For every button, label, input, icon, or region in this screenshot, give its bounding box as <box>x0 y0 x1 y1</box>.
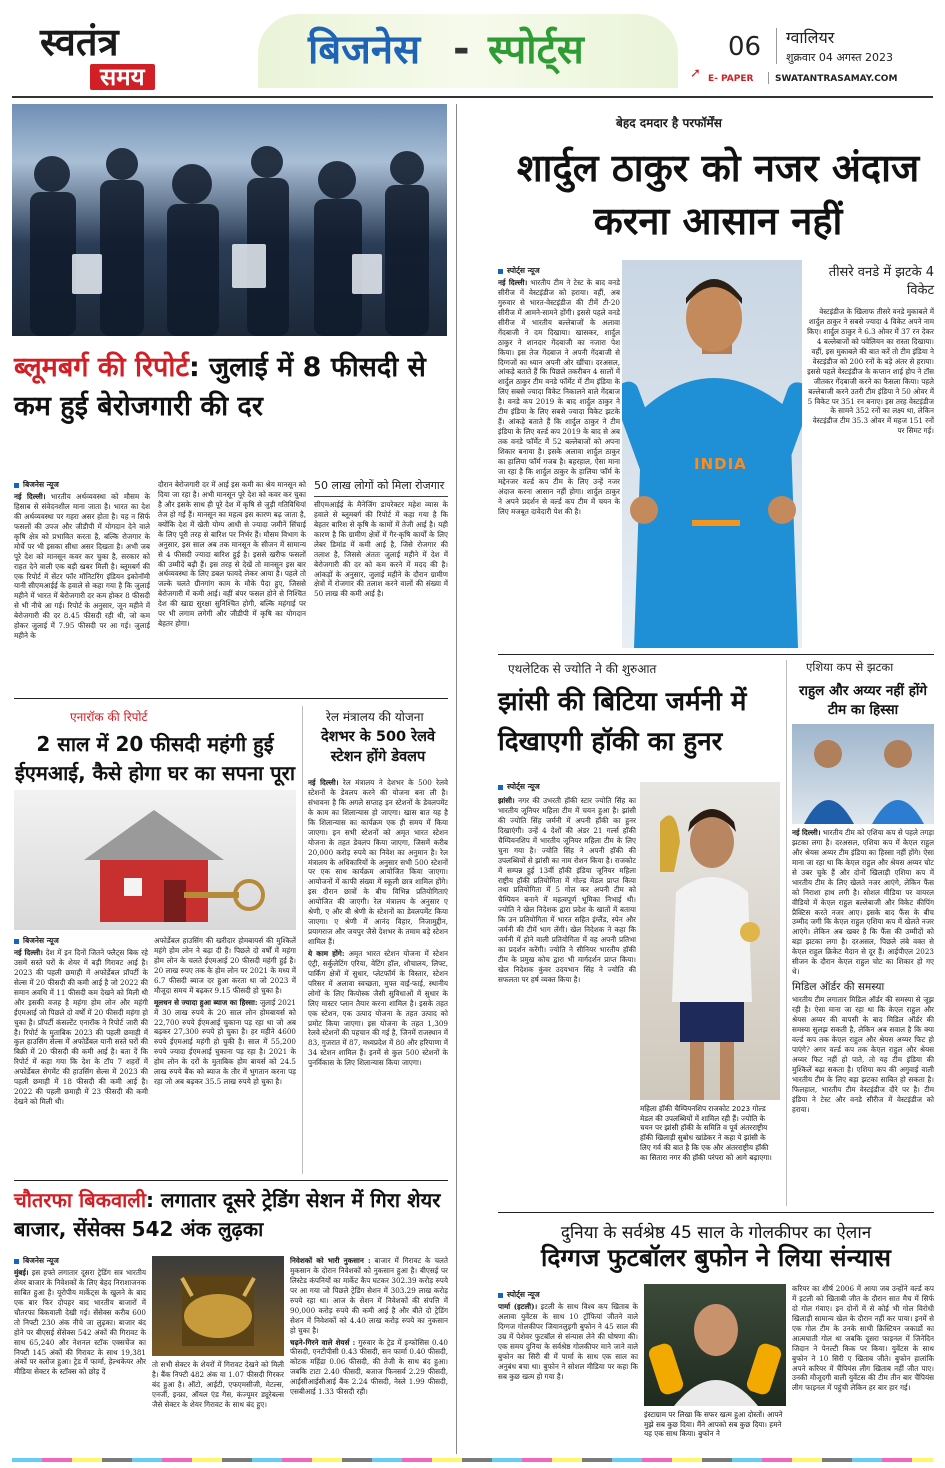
market-col3b-text: गुरुवार के ट्रेड में इन्फोसिस 0.40 फीसदी, एनटीपीसी 0.43 फीसदी, सन फार्मा 0.40 फीसदी, कोटक महिंद्रा 0.06 फीसदी, की तेजी के साथ बंद हुआ। जबकि टाटा 2.40 फीसदी, बजाज फिनसर्व 2.29 फीसदी, आईसीआईसीआई बैंक 2.24 फीसदी, नेस्ले 1.99 फीसदी, एसबीआई 1.33 फीसदी रही। <box>290 1337 448 1397</box>
market-dateline: मुंबई। <box>14 1268 29 1277</box>
market-headline <box>14 1186 454 1244</box>
page-number: 06 <box>728 32 762 62</box>
shardul-dateline: नई दिल्ली। <box>498 278 528 287</box>
shardul-text-body: भारतीय टीम ने टेस्ट के बाद वनडे सीरीज में वेस्टइंडीज को हराया। वहीं, अब गुरुवार से भारत-वेस्टइंडीज की टीमें टी-20 सीरीज में आमने-सामने होंगी। इससे पहले वनडे सीरीज में भारतीय बल्लेबाजों के अलावा गेंदबाजी ने दम दिखाया। खासकर, शार्दुल ठाकुर ने शानदार गेंदबाजी का नजारा पेश किया। इस तेज गेंदबाज ने अपनी गेंदबाजी से दिग्गजों का ध्यान अपनी ओर खींचा। दरअसल, आंकड़े बताते हैं कि पिछले तकरीबन 4 सालों में शार्दुल ठाकुर टीम वनडे फॉर्मेट में टीम इंडिया के लिए सबसे ज्यादा विकेट निकालने वाले गेंदबाज है। वनडे कप 2019 के बाद शार्दुल ठाकुर ने टीम इंडिया के लिए सबसे ज्यादा विकेट झटके हैं। आंकड़े बताते हैं कि शार्दुल ठाकुर ने टीम इंडिया के लिए वर्ल्ड कप 2019 के बाद से अब तक वनडे फॉर्मेट में 52 बल्लेबाजों को अपना शिकार बनाया है। इसके अलावा शार्दुल ठाकुर का हालिया फॉर्म गजब है। बहरहाल, ऐसा माना जा रहा है कि शार्दुल ठाकुर के हालिया फॉर्म के मद्देनजर वर्ल्ड कप टीम के लिए उन्हें नजर अंदाज करना आसान नहीं होगा। शार्दुल ठाकुर ने अपने प्रदर्शन से वर्ल्ड कप टीम में चयन के लिए मजबूत दावेदारी पेश की है। <box>498 278 620 516</box>
bloomberg-box-title: 50 लाख लोगों को मिला रोजगार <box>314 480 448 497</box>
buffon-dateline: पार्मा (इटली)। <box>498 1302 538 1311</box>
hockey-caption: महिला हॉकी चैम्पियनशिप राजकोट 2023 गोल्ड मेडल की उपलब्धियों में शामिल रही हैं। ज्योति के चयन पर झांसी हॉकी के समिति व पूर्व अंतरराष्ट्रीय हॉकी खिलाड़ी सुबोध खांडेकर ने कहा ये झांसी के लिए गर्व की बात है कि एक और अंतरराष्ट्रीय हॉकी का सितारा नगर की हॉकी परंपरा को आगे बढ़ाएगा। <box>640 1104 772 1162</box>
railway-text-1: रेल मंत्रालय ने देशभर के 500 रेलवे स्टेशनों के डेवलप करने की योजना बना ली है। संभावना है कि अगले सप्ताह इन स्टेशनों के डेवलपमेंट के काम का शिलान्यास हो जाएगा। खास बात यह है कि शिलान्यास का कार्यक्रम एक ही समय में किया जाएगा। इन सभी स्टेशनों को अमृत भारत स्टेशन योजना के तहत डेवलप किया जाएगा, जिसमें करीब 20,000 करोड़ रुपये का निवेश का अनुमान है। रेल मंत्रालय के अधिकारियों के अनुसार सभी 500 स्टेशनों पर एक साथ कार्यक्रम आयोजित किया जाएगा। आयोजनों में काफी संख्या में स्कूली छात्र शामिल होंगे। इस दौरान छात्रों के बीच विभिन्न प्रतियोगिताएं आयोजित की जाएगी। रेल मंत्रालय के अनुसार ए श्रेणी, ए और बी श्रेणी के स्टेशनों का डेवलपमेंट किया जाएगा। ए श्रेणी में आनंद विहार, निजामुद्दीन, प्रयागराज और जयपुर जैसे देशभर के तमाम बड़े स्टेशन शामिल हैं। <box>308 778 448 946</box>
divider <box>498 654 934 655</box>
bloomberg-headline-rest: : जुलाई में 8 फीसदी से कम हुई बेरोजगारी की दर <box>14 352 426 423</box>
hockey-byline: स्पोर्ट्स न्यूज <box>498 782 540 792</box>
railway-text <box>308 778 448 1174</box>
bloomberg-byline: बिजनेस न्यूज <box>14 480 59 490</box>
rahul-dateline: नई दिल्ली। <box>792 828 821 837</box>
hockey-text <box>498 796 636 1206</box>
shardul-thakur-photo <box>622 260 802 648</box>
emi-col2 <box>154 936 296 1173</box>
bloomberg-dateline: नई दिल्ली। <box>14 492 46 501</box>
shardul-headline: शार्दुल ठाकुर को नजर अंदाज करना आसान नहीं <box>516 146 920 244</box>
market-byline: बिजनेस न्यूज <box>14 1256 59 1266</box>
page-center-rule <box>456 104 457 1454</box>
divider <box>14 698 448 699</box>
hockey-kicker: एथलेटिक से ज्योति ने की शुरुआत <box>508 662 657 676</box>
bse-bull-photo <box>152 1256 284 1356</box>
market-col3-text: बाजार में गिरावट के चलते मुकसान के दोरान निवेशकों को नुकसान हुआ है। बीएसई पर लिस्टेड कंपनियों का मार्केट कैप घटकर 302.39 करोड़ रुपये पर आ गया जो पिछले ट्रेडिंग सेशन में 303.29 लाख करोड़ रुपये रहा था। आज के सेशन में निवेशकों की संपत्ति में 90,000 करोड़ रुपये की कमी आई है और बीते दो ट्रेडिंग सेशन में निवेशकों को 4.40 लाख करोड़ रुपये का नुकसान हो चुका है। <box>290 1256 448 1335</box>
emi-col1 <box>14 948 148 1173</box>
shardul-side <box>806 264 934 654</box>
railway-dateline: नई दिल्ली। <box>308 778 339 787</box>
job-seekers-photo <box>12 104 447 336</box>
emi-byline: बिजनेस न्यूज <box>14 936 59 946</box>
footer-color-bar <box>12 1458 933 1462</box>
emi-headline: 2 साल में 20 फीसदी महंगी हुई ईएमआई, कैसे होगा घर का सपना पूरा <box>14 732 295 785</box>
section-title-dash: - <box>453 26 470 72</box>
emi-dateline: नई दिल्ली। <box>14 948 43 957</box>
bloomberg-headline <box>14 348 454 426</box>
bloomberg-box <box>314 480 448 692</box>
market-headline-rest: : लगातार दूसरे ट्रेडिंग सेशन में गिरा शेयर बाजार, सेंसेक्स 542 अंक लुढ़का <box>14 1188 441 1241</box>
jersey-text: INDIA <box>694 455 747 473</box>
railway-subhead: ये काम होंगे: <box>308 948 345 958</box>
hockey-dateline: झांसी। <box>498 796 515 805</box>
rahul-subhead: मिडिल ऑर्डर की समस्या <box>792 981 885 994</box>
buffon-kicker: दुनिया के सर्वश्रेष्ठ 45 साल के गोलकीपर का ऐलान <box>560 1223 872 1243</box>
epaper-label[interactable]: E- PAPER <box>708 74 754 84</box>
rahul-headline: राहुल और अय्यर नहीं होंगे टीम का हिस्सा <box>799 683 927 718</box>
emi-subhead: मूलधन से ज्यादा हुआ ब्याज का हिस्सा: <box>154 997 258 1007</box>
emi-col2-text: अफोर्डेबल हाउसिंग की खरीदार होमबायर्स की मुश्किलें महंगे होम लोन ने बढ़ा दी हैं। पिछले दो वर्षों में महंगा होम लोन के चलते ईएमआई 20 फीसदी महंगी हुई है। 20 लाख रुपए तक के होम लोन पर 2021 के मध्य में 6.7 फीसदी ब्याज दर हुआ करता था जो 2023 में मौजूदा समय में बढ़कर 9.15 फीसदी हो चुका है। <box>154 936 296 995</box>
market-headline-red: चौतरफा बिकवाली <box>14 1188 147 1212</box>
buffon-text <box>498 1302 638 1454</box>
city-name: ग्वालियर <box>786 28 835 47</box>
shardul-text <box>498 278 620 650</box>
emi-kicker: एनारॉक की रिपोर्ट <box>70 710 148 724</box>
market-subhead-1: निवेशकों को भारी नुकसान : <box>290 1256 371 1265</box>
buffon-caption: इंस्टाग्राम पर लिखा कि सफर खत्म हुआ दोस्तों। आपने मुझे सब कुछ दिया। मैंने आपको सब कुछ दिया। हमने यह एक साथ किया। बुफोन ने <box>644 1410 783 1439</box>
bloomberg-col1 <box>14 492 150 692</box>
hockey-headline: झांसी की बिटिया जर्मनी में दिखाएगी हॉकी का हुनर <box>498 687 747 758</box>
bloomberg-col2-text: दौरान बेरोजगारी दर में आई इस कमी का श्रेय मानसून को दिया जा रहा है। अभी मानसून पूरे देश को कवर कर चुका है और इसके साथ ही पूरे देश में कृषि से जुड़ी गतिविधियां तेज हो गई हैं। मानसून का महत्व इस कारण बढ़ जाता है, क्योंकि देश में खेती योग्य आधी से ज्यादा जमीनें सिंचाई के लिए पूरी तरह से बारिश पर निर्भर हैं। मौसम विभाग के अनुसार, इस साल अब तक मानसून के सीजन में सामान्य से 4 फीसदी ज्यादा बारिश हुई है। इससे खरीफ फसलों की उम्मीदें बढ़ी हैं। इस तरह से देखें तो मानसून इस बार अर्थव्यवस्था के लिए डबल फायदे लेकर आया है। पहले तो जल्के चलते ग्रीनगांग काम के मौके पैदा हुए, जिससे बेरोजगारी में कमी आई। वहीं बंपर फसल होने से निश्चित देश की खाद्य सुरक्षा सुनिश्चित होगी, बल्कि महंगाई पर पर भी लगाम लगेगी और जीडीपी में कृषि का योगदान बेहतर होगा। <box>158 480 306 629</box>
market-subhead-2: चढ़ने-गिरने वाले शेयर्स : <box>290 1337 356 1347</box>
masthead <box>0 0 945 100</box>
section-title-business: बिजनेस <box>308 26 421 73</box>
masthead-rule <box>12 96 933 98</box>
hockey-text-body: नगर की उभरती हॉकी स्टार ज्योति सिंह का भारतीय जूनियर महिला टीम में चयन हुआ है। झांसी की ज्योति सिंह जर्मनी में अपनी हॉकी का हुनर दिखाएंगी। उन्हें 4 देशों की अंडर 21 गर्ल्स हॉकी चैम्पियनशिप में भारतीय जूनियर महिला टीम के लिए चुना गया है। ज्योति सिंह ने अपनी हॉकी की उपलब्धियों से झांसी का नाम रोशन किया है। राजकोट में सम्पन्न हुई 13वीं हॉकी इंडिया जूनियर महिला राष्ट्रीय हॉकी प्रतियोगिता में गोल्ड मेडल प्राप्त किया तथा प्रतियोगिता में 5 गोल कर अपनी टीम को चैम्पियन बनाने में महत्वपूर्ण भूमिका निभाई थी। ज्योति ने खेल निदेशक द्वारा प्रदेश के खातों में बताया कि उन प्रतियोगिता में भारत सहित इंग्लैंड, स्पेन और जर्मनी की टीमें भाग लेंगी। खेल निदेशक ने कहा कि जर्मनी में होने वाली प्रतियोगिता में वह अपनी प्रतिभा का प्रदर्शन करेंगी। ज्योति ने सीनियर भारतीय हॉकी टीम के प्रमुख कोच द्वारा भी मार्गदर्शन प्राप्त किया। खेल निदेशक कुंवर उदयभान सिंह ने ज्योति की सफलता पर हर्ष व्यक्त किया है। <box>498 796 636 984</box>
rahul-text <box>792 828 934 1206</box>
buffon-byline: स्पोर्ट्स न्यूज <box>498 1290 540 1300</box>
shardul-byline: स्पोर्ट्स न्यूज <box>498 266 540 276</box>
masthead-divider-2 <box>768 72 769 84</box>
bloomberg-col1-text: भारतीय अर्थव्यवस्था को मौसम के हिसाब से संवेदनशील माना जाता है। भारत का देश की अर्थव्यवस्था पर गहरा असर होता है। यह न सिर्फ फसलों की उपज और जीडीपी में योगदान देने वाले कृषि क्षेत्र को प्रभावित करता है, बल्कि रोजगार के मोर्चे पर भी इसका सीधा असर दिखता है। अभी जब पूरे देश को मानसून कवर कर चुका है, सरकार को राहत देने वाली एक बड़ी खबर मिली है। ब्लूमबर्ग की एक रिपोर्ट में सेंटर फॉर मॉनिटरिंग इंडियन इकोनॉमी यानी सीएमआईई के हवाले से कहा गया है कि जुलाई महीने में भारत में बेरोजगारी दर कम होकर 8 फीसदी से भी नीचे आ गई। रिपोर्ट के अनुसार, जून महीने में बेरोजगारी की दर 8.45 फीसदी रही थी, जो कम होकर जुलाई में 7.95 फीसदी पर आ गई। जुलाई महीने के <box>14 492 150 641</box>
market-col1-text: इस हफ्ते लगातार दूसरा ट्रेडिंग सत्र भारतीय शेयर बाजार के निवेशकों के लिए बेहद निराशाजनक साबित हुआ है। यूरोपीय मार्केट्स के खुलने के बाद एक बार फिर दोपहर बाद भारतीय बाजारों में चौतरफा बिकवाली देखी गई। सेंसेक्स करीब 600 तो निफ्टी 230 अंक नीचे जा लुढ़का। बाजार बंद होने पर बीएसई सेंसेक्स 542 अंकों की गिरावट के साथ 65,240 और नेशनल स्टॉक एक्सचेंज का निफ्टी 145 अंकों की गिरावट के साथ 19,381 अंकों पर क्लोज हुआ। ट्रेड में फार्मा, हेल्थकेयर और मीडिया सेक्टर के स्टॉक्स को छोड़ दें <box>14 1268 146 1377</box>
shardul-kicker: बेहद दमदार है परफॉर्मेंस <box>616 116 722 130</box>
buffon-text-body: इटली के साथ विश्व कप खिताब के अलावा युवेंटस के साथ 10 ट्रॉफियां जीतने वाले दिग्गज गोलकीपर जियानलुइगी बुफोन ने 45 साल की उम्र में पेशेवर फुटबॉल से संन्यास लेने की घोषणा की। एक समय दुनिया के सर्वश्रेष्ठ गोलकीपर माने जाने वाले बुफोन का सिरी बी में पार्मा के साथ एक साल का अनुबंध बचा था। बुफोन ने सोशल मीडिया पर कहा कि सब कुछ खत्म हो गया है। <box>498 1302 638 1381</box>
logo[interactable] <box>30 6 220 94</box>
column-rule <box>786 660 787 1206</box>
column-rule <box>302 706 303 1174</box>
shardul-side-title: तीसरे वनडे में झटके 4 विकेट <box>828 265 934 298</box>
market-col3 <box>290 1256 448 1454</box>
shardul-side-text: वेस्टइंडीज के खिलाफ तीसरे वनडे मुकाबले में शार्दुल ठाकुर ने सबसे ज्यादा 4 विकेट अपने नाम किए। शार्दुल ठाकुर ने 6.3 ओवर में 37 रन देकर 4 बल्लेबाजों को पवेलियन का रास्ता दिखाया। वहीं, इस मुकाबले की बात करें तो टीम इंडिया ने वेस्टइंडीज को 200 रनों के बड़े अंतर से हराया। इससे पहले वेस्टइंडीज के कप्तान शाई होप ने टॉस जीतकर गेंदबाजी करने का फैसला किया। पहले बल्लेबाजी करने उतरी टीम इंडिया ने 50 ओवर में 5 विकेट पर 351 रन बनाए। इस तरह वेस्टइंडीज के सामने 352 रनों का लक्ष्य था, लेकिन वेस्टइंडीज टीम 35.3 ओवर में महज 151 रनों पर सिमट गई। <box>807 307 934 436</box>
divider <box>14 1180 448 1181</box>
buffon-headline: दिग्गज फुटबॉलर बुफोन ने लिया संन्यास <box>541 1243 891 1272</box>
jyoti-singh-photo <box>640 782 780 1100</box>
rahul-text-2: भारतीय टीम लगातार मिडिल ऑर्डर की समस्या से जूझ रही है। ऐसा माना जा रहा था कि केएल राहुल और श्रेयस अय्यर की वापसी के बाद मिडिल ऑर्डर की समस्या सुलझ सकती है, लेकिन अब सवाल है कि क्या वर्ल्ड कप तक केएल राहुल और श्रेयस अय्यर फिट हो पाएंगे? अगर वर्ल्ड कप तक केएल राहुल और श्रेयस अय्यर फिट नहीं हो पाते, तो यह टीम इंडिया की मुश्किलें बढ़ा सकता है। एशिया कप की अगुवाई वाली भारतीय टीम के लिए बड़ा झटका साबित हो सकता है। फिलहाल, भारतीय टीम वेस्टइंडीज दौरे पर है। टीम इंडिया ने टेस्ट और वनडे सीरीज में वेस्टइंडीज को हराया। <box>792 995 934 1114</box>
section-title-sports: स्पोर्ट्स <box>488 26 584 73</box>
railway-text-2: अमृत भारत स्टेशन योजना में स्टेशन एंट्री, सर्कुलेटिंग एरिया, वेटिंग हॉल, शौचालय, लिफ्ट, पार्किंग क्षेत्रों में सुधार, प्लेटफॉर्म के विस्तार, स्टेशन परिसर में अलावा स्वच्छता, मुफ्त वाई-फाई, स्थानीय लोगों के लिए कियोस्क जैसी सुविधाओं में सुधार के लिए मास्टर प्लान तैयार करना शामिल है। इसके तहत एक स्टेशन, एक उत्पाद योजना के तहत उत्पाद को प्रमोट किया जाएगा। इस योजना के तहत 1,309 रेलवे स्टेशनों की पहचान की गई है, जिनमें राजस्थान में 83, गुजरात में 87, मध्यप्रदेश में 80 और हरियाणा में 34 स्टेशन शामिल हैं। इनमें से कुल 500 स्टेशनों के पुनर्विकास के लिए शिलान्यास किया जाएगा। <box>308 948 448 1068</box>
market-col2: तो सभी सेक्टर के शेयरों में गिरावट देखने को मिली है। बैंक निफ्टी 482 अंक या 1.07 फीसदी गिरकर बंद हुआ है। ऑटो, आईटी, एफएमसीजी, मेटल्स, एनर्जी, इन्फ्रा, ऑयल एंड गैस, कंज्यूमर ड्यूरेबल्स जैसे सेक्टर के शेयर गिरावट के साथ बंद हुए। <box>152 1360 284 1409</box>
arrow-icon: ➚ <box>690 66 701 81</box>
emi-col1-text: देश में इन दिनों जितने फ्लैट्स बिक रहे उसमें सस्ते घरों के शेयर में बड़ी गिरावट आई है। 2023 की पहली छमाही में अफोर्डेबल प्रॉपर्टी के सेल्स में 20 फीसदी की कमी आई है जो 2022 की समान अवधि में 11 फीसदी कम देखने को मिली थी और इसकी वजह है महंगा होम लोन और महंगी ईएमआई जो पिछले दो वर्षों में 20 फीसदी महंगा हो चुका है। प्रॉपर्टी कंसल्टेंट एनारॉक ने रिपोर्ट जारी की है। रिपोर्ट के मुताबिक 2023 की पहली छमाही में कुल हाउसिंग सेल्स में अफोर्डेबल यानी सस्ते घरों की बिक्री में 20 फीसदी की कमी आई है। बता दें कि रिपोर्ट में कहा गया कि देश के टॉप 7 शहरों में अफोर्डेबल सेगमेंट की हाउसिंग सेल्स में 2023 की पहली छमाही में 18 फीसदी की कमी आई है। 2022 की पहली छमाही में 23 फीसदी की कमी देखने को मिली थी। <box>14 948 148 1107</box>
section-banner <box>258 14 678 88</box>
rahul-iyer-photo <box>792 724 934 824</box>
railway-headline: देशभर के 500 रेलवे स्टेशन होंगे डेवलप <box>320 729 436 765</box>
logo-top-text: स्वतंत्र <box>40 19 119 64</box>
buffon-photo <box>644 1284 786 1406</box>
bloomberg-col2 <box>158 480 306 692</box>
rahul-text-body: भारतीय टीम को एशिया कप से पहले तगड़ा झटका लगा है। दरअसल, एशिया कप में केएल राहुल और श्रेयस अय्यर टीम इंडिया का हिस्सा नहीं होंगे। ऐसा माना जा रहा था कि केएल राहुल और श्रेयस अय्यर चोट से उबर चुके हैं और दोनों खिलाड़ी एशिया कप में भारतीय टीम के लिए खेलते नजर आएंगे, लेकिन फैंस को निराशा हाथ लगी है। सोशल मीडिया पर वायरल वीडियो में केएल राहुल बल्लेबाजी और विकेट कीपिंग प्रैक्टिस करते नजर आए। इसके बाद फैंस के बीच उम्मीद जगी कि केएल राहुल एशिया कप में खेलते नजर आएंगे। लेकिन अब खबर है कि फैंस की उम्मीदों को बड़ा झटका लगा है। दरअसल, पिछले लंबे वक्त से केएल राहुल क्रिकेट मैदान से दूर हैं। आईपीएल 2023 सीजन के दौरान केएल राहुल चोट का शिकार हो गए थे। <box>792 828 934 977</box>
masthead-divider <box>776 28 777 64</box>
emi-col2b-text: जुलाई 2021 में 30 लाख रुपये के 20 साल लोन होमबायर्स को 22,700 रुपये ईएमआई चुकाना पड़ रहा था जो अब बढ़कर 27,300 रुपये हो चुका है। हर महीने 4600 रुपये ईएमआई महंगी हो चुकी है। साल में 55,200 रुपये ज्यादा ईएमआई चुकाना पड़ रहा है। 2021 के होम लोन के दरों के मुताबिक होम बायर्स को 24.5 लाख रुपये बैंक को ब्याज के तौर में भुगतान करना पड़ रहा जो अब बढ़कर 35.5 लाख रुपये हो चुका है। <box>154 997 296 1087</box>
house-keys-photo <box>14 790 296 930</box>
divider <box>498 1212 934 1213</box>
market-col1 <box>14 1268 146 1454</box>
railway-kicker: रेल मंत्रालय की योजना <box>326 710 424 724</box>
logo-bottom-text: समय <box>90 64 155 90</box>
bloomberg-headline-red: ब्लूमबर्ग की रिपोर्ट <box>14 352 189 383</box>
rahul-kicker: एशिया कप से झटका <box>806 660 894 674</box>
website-link[interactable]: SWATANTRASAMAY.COM <box>775 74 898 84</box>
bloomberg-box-text: सीएमआईई के मैनेजिंग डायरेक्टर महेश व्यास के हवाले से ब्लूमबर्ग की रिपोर्ट में कहा गया है कि बेहतर बारिश से कृषि के कामों में तेजी आई है। यही कारण है कि ग्रामीण क्षेत्रों में गैर-कृषि कार्यों के लिए लेबर डिमांड में कमी आई है, जिसे रोजगार की तलाश है, जिससे अंततः जुलाई महीने में देश में बेरोजगारी की दर को कम करने में मदद की है। आंकड़ों के अनुसार, जुलाई महीने के दौरान ग्रामीण क्षेत्रों में रोजगार की तलाश करने वालों की संख्या में 50 लाख की कमी आई है। <box>314 499 448 599</box>
buffon-text-2: करियर का शीर्ष 2006 में आया जब उन्होंने वर्ल्ड कप में इटली को खिताबी जीत के दौरान सात मैच में सिर्फ दो गोल गंवाए। इन दोनों में से कोई भी गोल विरोधी खिलाड़ी सामान्य खेल के दौरान नहीं कर पाया। इनमें से एक गोल टीम के उनके साथी क्रिस्टियन जकार्डो का आत्मघाती गोल था जबकि दूसरा फाइनल में जिनेदिन जिदान ने पेनल्टी किक पर किया। युवेंटस के साथ बुफोन ने 10 सिरी ए खिताब जीते। बुफोन हालांकि अपने करियर में चैंपियंस लीग खिताब नहीं जीत पाए। उनकी मौजूदगी वाली युवेंटस की टीम तीन बार चैंपियंस लीग फाइनल में पहुंची लेकिन हर बार हार गई। <box>792 1284 934 1393</box>
issue-date: शुक्रवार 04 अगस्त 2023 <box>786 51 894 64</box>
